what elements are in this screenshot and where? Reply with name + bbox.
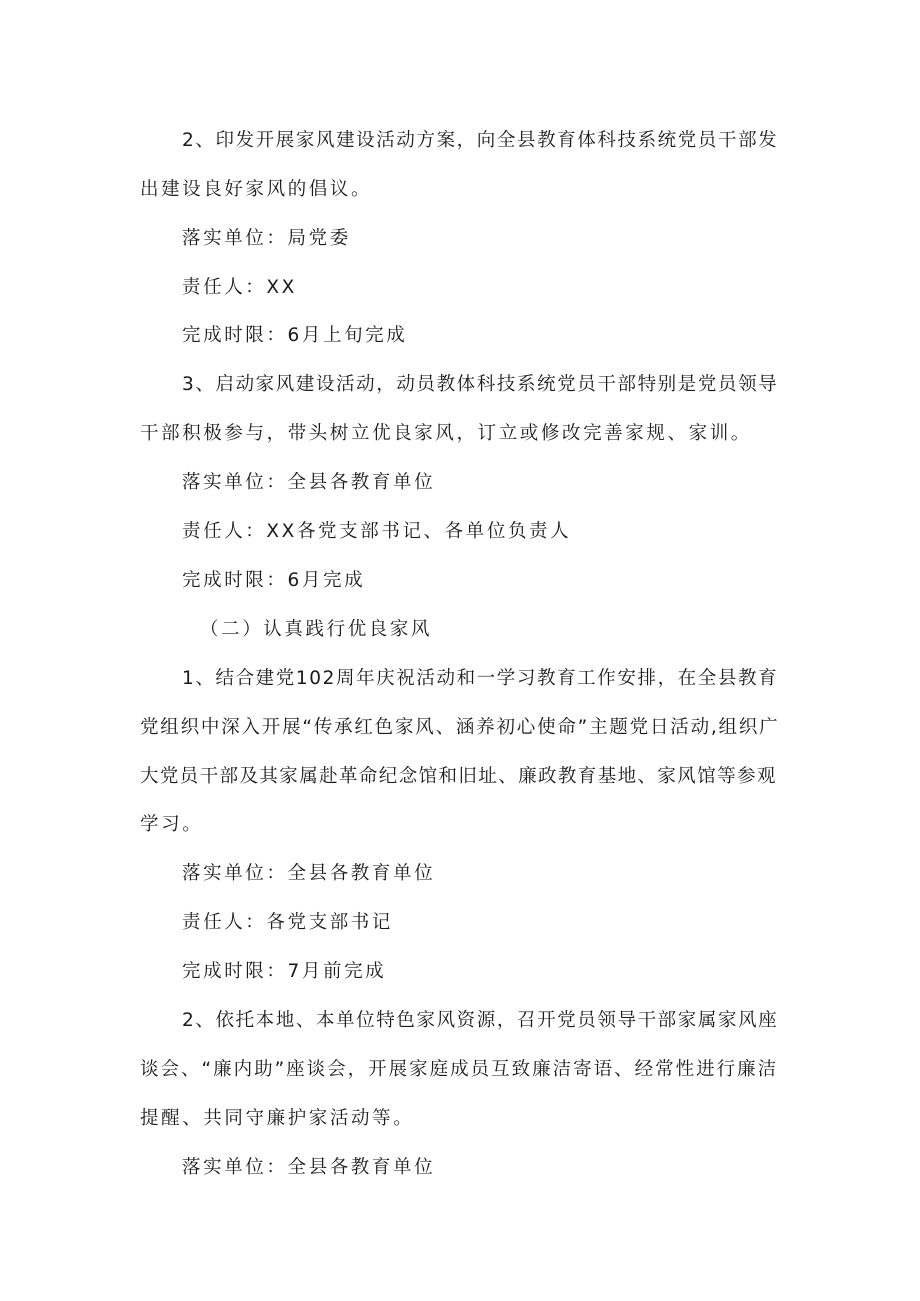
body-text-line: 干部积极参与，带头树立优良家风，订立或修改完善家规、家训。 <box>140 423 752 444</box>
body-text-line: 出建设良好家风的倡议。 <box>140 179 373 200</box>
body-text-line: 1、结合建党102周年庆祝活动和一学习教育工作安排，在全县教育 <box>182 668 779 689</box>
body-text-line: 2、依托本地、本单位特色家风资源，召开党员领导干部家属家风座 <box>182 1010 779 1031</box>
field-line: 责任人：XX各党支部书记、各单位负责人 <box>182 521 572 542</box>
body-text-line: 大党员干部及其家属赴革命纪念馆和旧址、廉政教育基地、家风馆等参观 <box>140 766 777 787</box>
field-line: 落实单位：全县各教育单位 <box>182 472 436 493</box>
section-heading: （二）认真践行优良家风 <box>200 619 433 640</box>
body-text-line: 谈会、“廉内助”座谈会，开展家庭成员互致廉洁寄语、经常性进行廉洁 <box>140 1059 779 1080</box>
body-text-line: 学习。 <box>140 814 204 835</box>
field-line: 责任人：各党支部书记 <box>182 912 394 933</box>
field-line: 落实单位：局党委 <box>182 228 351 249</box>
body-text-line: 党组织中深入开展“传承红色家风、涵养初心使命”主题党日活动,组织广 <box>140 717 780 738</box>
field-line: 完成时限：6月上旬完成 <box>182 325 408 346</box>
field-line: 责任人：XX <box>182 277 297 298</box>
field-line: 完成时限：7月前完成 <box>182 961 387 982</box>
field-line: 落实单位：全县各教育单位 <box>182 863 436 884</box>
field-line: 落实单位：全县各教育单位 <box>182 1157 436 1178</box>
field-line: 完成时限：6月完成 <box>182 570 366 591</box>
body-text-line: 2、印发开展家风建设活动方案，向全县教育体科技系统党员干部发 <box>182 130 779 151</box>
body-text-line: 3、启动家风建设活动，动员教体科技系统党员干部特别是党员领导 <box>182 374 779 395</box>
body-text-line: 提醒、共同守廉护家活动等。 <box>140 1108 415 1129</box>
